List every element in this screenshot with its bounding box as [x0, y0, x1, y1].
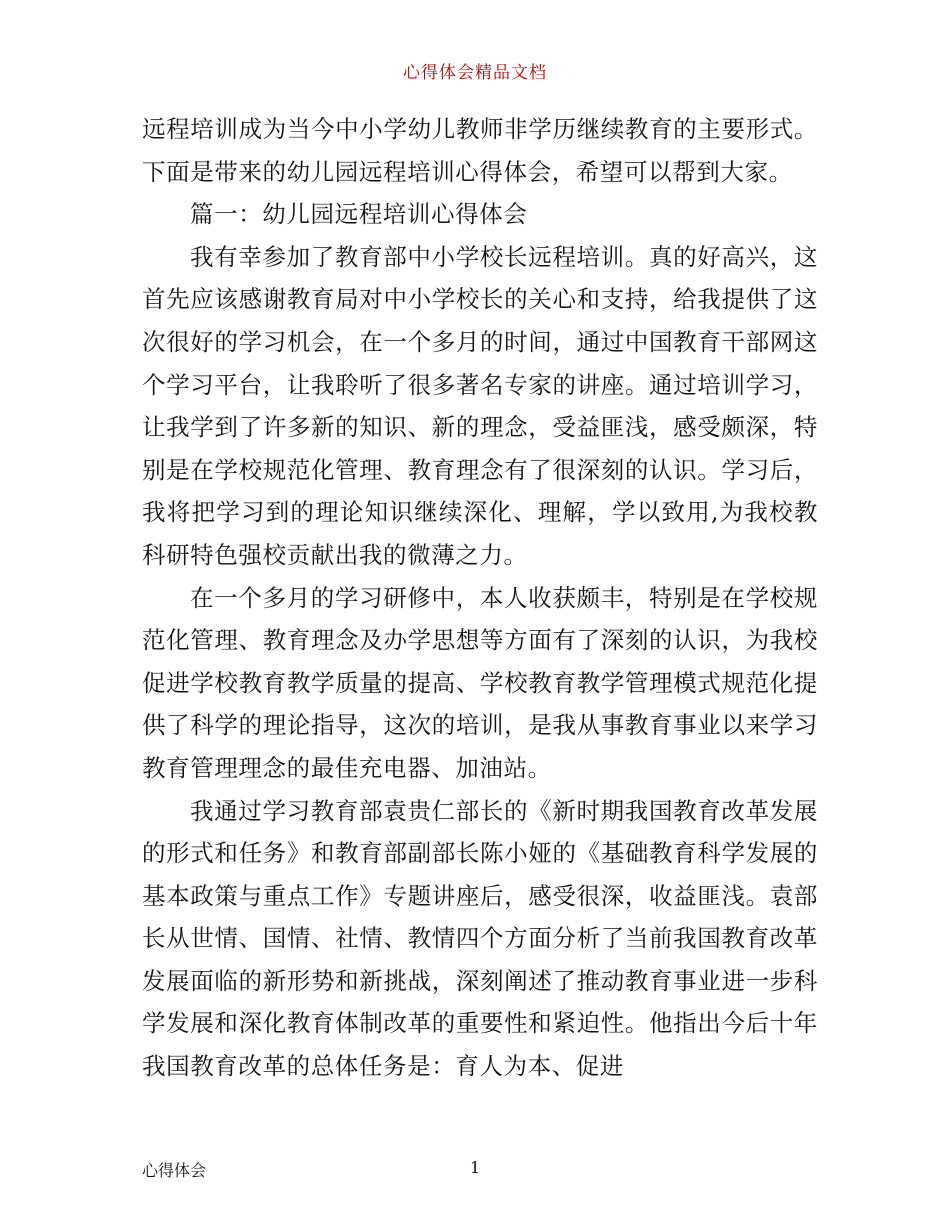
body-paragraph: 我有幸参加了教育部中小学校长远程培训。真的好高兴，这首先应该感谢教育局对中小学校长的关心和支持，给我提供了这次很好的学习机会，在一个多月的时间，通过中国教育干部网这个学习平台，让我聆听了很多著名专家的讲座。通过培训学习，让我学到了许多新的知识、新的理念，受益匪浅，感受颇深，特别是在学校规范化管理、教育理念有了很深刻的认识。学习后，我将把学习到的理论知识继续深化、理解，学以致用,为我校教科研特色强校贡献出我的微薄之力。	[142, 242, 818, 569]
body-paragraph: 我通过学习教育部袁贵仁部长的《新时期我国教育改革发展的形式和任务》和教育部副部长陈小娅的《基础教育科学发展的基本政策与重点工作》专题讲座后，感受很深，收益匪浅。袁部长从世情、国情、社情、教情四个方面分析了当前我国教育改革发展面临的新形势和新挑战，深刻阐述了推动教育事业进一步科学发展和深化教育体制改革的重要性和紧迫性。他指出今后十年我国教育改革的总体任务是：育人为本、促进	[142, 796, 818, 1081]
body-paragraph: 在一个多月的学习研修中，本人收获颇丰，特别是在学校规范化管理、教育理念及办学思想等方面有了深刻的认识，为我校促进学校教育教学质量的提高、学校教育教学管理模式规范化提供了科学的理论指导，这次的培训，是我从事教育事业以来学习教育管理理念的最佳充电器、加油站。	[142, 583, 818, 782]
intro-paragraph: 远程培训成为当今中小学幼儿教师非学历继续教育的主要形式。下面是带来的幼儿园远程培训心得体会，希望可以帮到大家。	[142, 115, 818, 186]
document-body	[142, 108, 818, 1088]
page-header-title: 心得体会精品文档	[403, 63, 547, 83]
page-number: 1	[470, 1158, 481, 1177]
footer-label: 心得体会	[142, 1161, 207, 1180]
section-heading: 篇一：幼儿园远程培训心得体会	[190, 200, 528, 229]
